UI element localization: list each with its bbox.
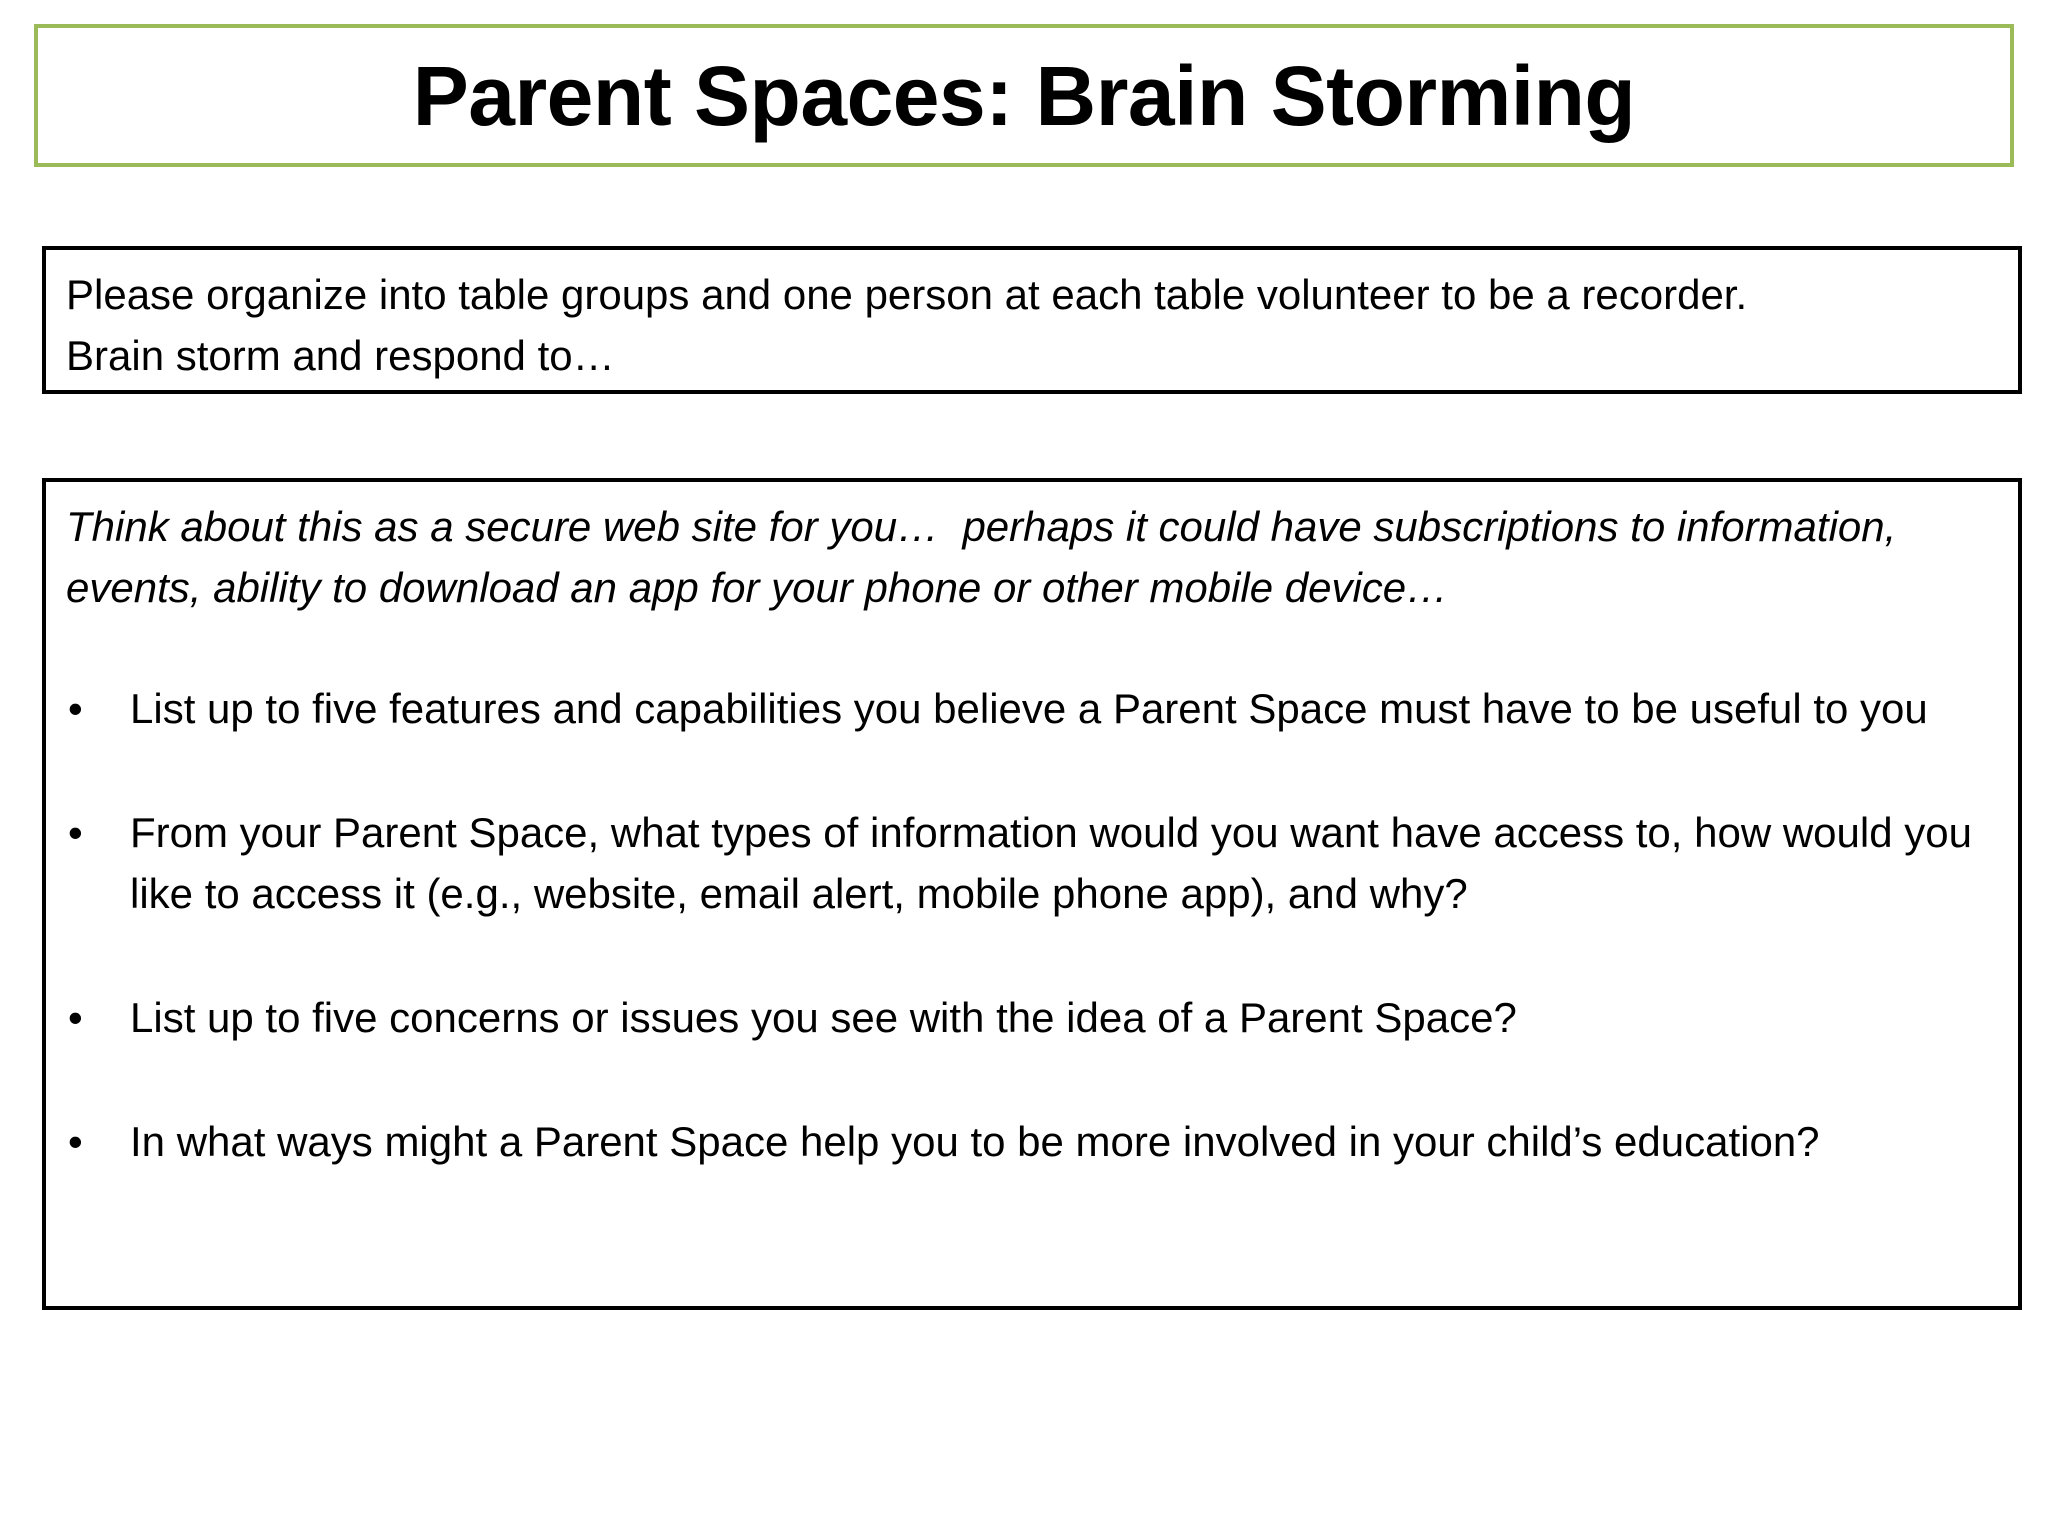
instructions-text: Please organize into table groups and one person at each table volunteer to be a recorder. Brain storm and respond to… — [66, 271, 1748, 379]
bullet-icon: • — [68, 685, 83, 732]
question-item — [66, 802, 1998, 924]
question-text: List up to five concerns or issues you see with the idea of a Parent Space? — [130, 994, 1517, 1041]
lead-text: Think about this as a secure web site for you… perhaps it could have subscriptions to information, events, ability to download an app for your phone or other mobile device… — [66, 503, 1908, 611]
bullet-icon: • — [68, 1118, 83, 1165]
question-list — [66, 678, 1998, 1172]
question-text: From your Parent Space, what types of information would you want have access to, how would you like to access it (e.g., website, email alert, mobile phone app), and why? — [130, 809, 1972, 917]
question-text: List up to five features and capabilities you believe a Parent Space must have to be useful to you — [130, 685, 1928, 732]
question-item — [66, 678, 1998, 739]
question-item — [66, 987, 1998, 1048]
questions-box — [42, 478, 2022, 1310]
question-text: In what ways might a Parent Space help you to be more involved in your child’s education? — [130, 1118, 1820, 1165]
question-item — [66, 1111, 1998, 1172]
slide-title: Parent Spaces: Brain Storming — [412, 48, 1636, 143]
title-box — [34, 24, 2014, 167]
bullet-icon: • — [68, 994, 83, 1041]
bullet-icon: • — [68, 809, 83, 856]
instructions-box — [42, 246, 2022, 394]
